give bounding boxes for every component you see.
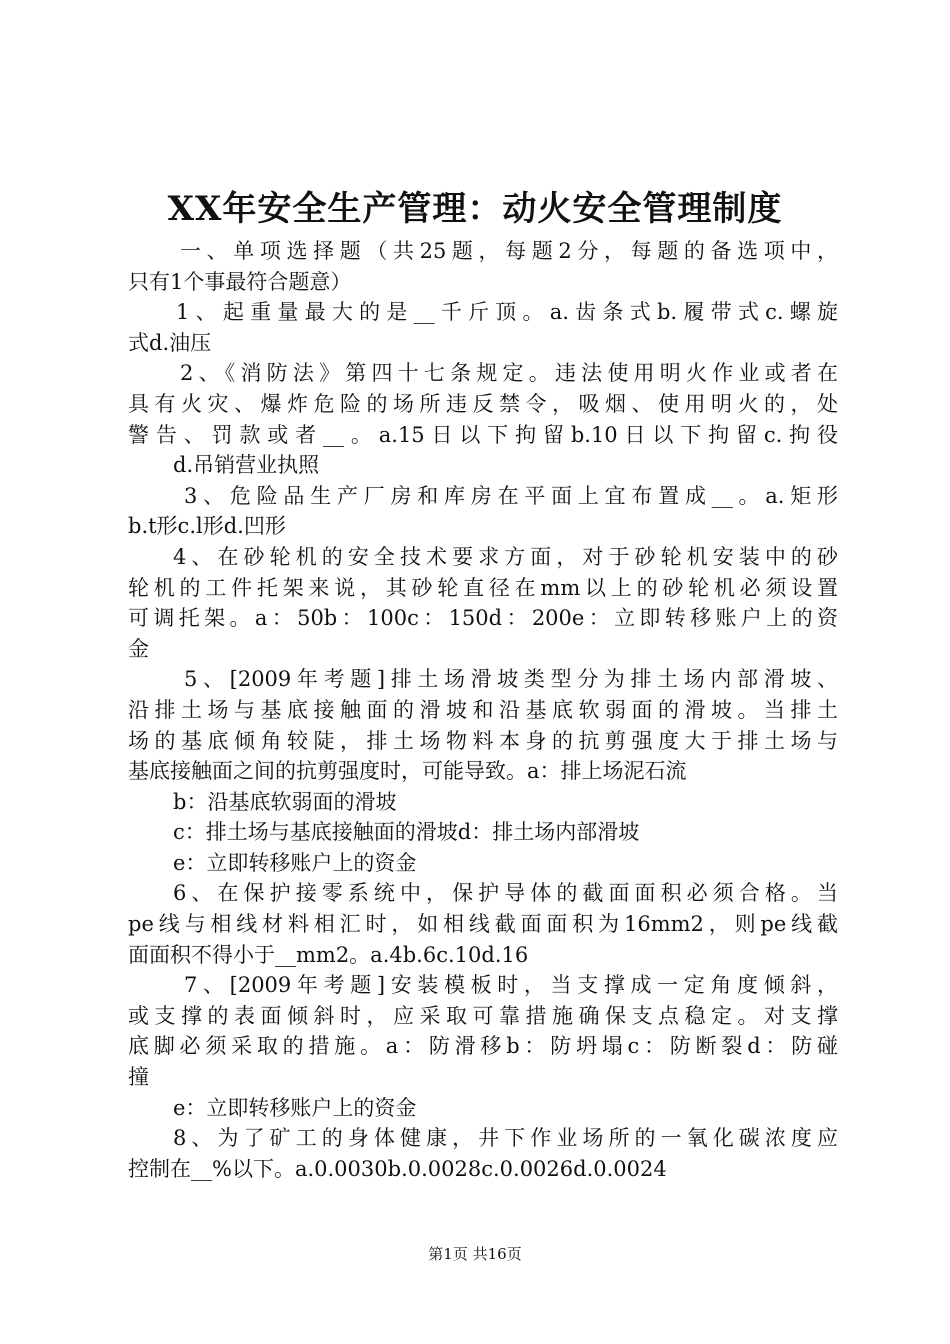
section-heading-line: 一、单项选择题（共25题，每题2分，每题的备选项中， xyxy=(180,239,838,263)
text-line: 基底接触面之间的抗剪强度时，可能导致。a：排上场泥石流 xyxy=(128,759,687,784)
text-line: 可调托架。a：50b：100c：150d：200e：立即转移账户上的资 xyxy=(128,606,838,631)
text-line: 控制在__%以下。a.0.0030b.0.0028c.0.0026d.0.0024 xyxy=(128,1156,667,1181)
text-line: b.t形c.l形d.凹形 xyxy=(128,514,286,539)
question-1-line: 1、起重量最大的是__千斤顶。a.齿条式b.履带式c.螺旋 xyxy=(176,300,838,325)
text-line: 面面积不得小于__mm2。a.4b.6c.10d.16 xyxy=(128,942,529,967)
text-line: 具有火灾、爆炸危险的场所违反禁令，吸烟、使用明火的，处 xyxy=(128,391,838,416)
text-line: 警告、罚款或者__。a.15日以下拘留b.10日以下拘留c.拘役 xyxy=(128,422,838,447)
question-3-line: 3、危险品生产厂房和库房在平面上宜布置成__。a.矩形 xyxy=(184,483,838,508)
text-line: 沿排土场与基底接触面的滑坡和沿基底软弱面的滑坡。当排土 xyxy=(128,697,838,722)
option-line: e：立即转移账户上的资金 xyxy=(173,850,417,875)
text-line: 或支撑的表面倾斜时，应采取可靠措施确保支点稳定。对支撑 xyxy=(128,1003,838,1028)
document-body xyxy=(128,236,838,1184)
question-8-line: 8、为了矿工的身体健康，井下作业场所的一氧化碳浓度应 xyxy=(173,1126,838,1151)
text-line: 场的基底倾角较陡，排土场物料本身的抗剪强度大于排土场与 xyxy=(128,728,838,753)
question-2-line: 2、《消防法》第四十七条规定。违法使用明火作业或者在 xyxy=(180,361,838,386)
page-number-footer: 第1页 共16页 xyxy=(428,1245,522,1263)
question-5-line: 5、[2009年考题]排土场滑坡类型分为排土场内部滑坡、 xyxy=(184,667,838,692)
text-line: 金 xyxy=(128,636,149,661)
question-6-line: 6、在保护接零系统中，保护导体的截面面积必须合格。当 xyxy=(173,881,838,906)
text-line: 只有1个事最符合题意） xyxy=(128,269,352,294)
question-4-line: 4、在砂轮机的安全技术要求方面，对于砂轮机安装中的砂 xyxy=(173,544,838,569)
text-line: 底脚必须采取的措施。a：防滑移b：防坍塌c：防断裂d：防碰 xyxy=(128,1034,838,1059)
option-line: c：排土场与基底接触面的滑坡d：排土场内部滑坡 xyxy=(173,820,640,845)
document-title: XX年安全生产管理：动火安全管理制度 xyxy=(167,189,783,229)
text-line: 撞 xyxy=(128,1065,149,1090)
option-line: b：沿基底软弱面的滑坡 xyxy=(173,789,397,814)
text-line: 轮机的工件托架来说，其砂轮直径在mm以上的砂轮机必须设置 xyxy=(128,575,838,600)
text-line: 式d.油压 xyxy=(128,330,212,355)
option-line: e：立即转移账户上的资金 xyxy=(173,1095,417,1120)
question-7-line: 7、[2009年考题]安装模板时，当支撑成一定角度倾斜， xyxy=(184,973,838,998)
text-line: d.吊销营业执照 xyxy=(173,453,320,478)
text-line: pe线与相线材料相汇时，如相线截面面积为16mm2，则pe线截 xyxy=(128,912,838,937)
